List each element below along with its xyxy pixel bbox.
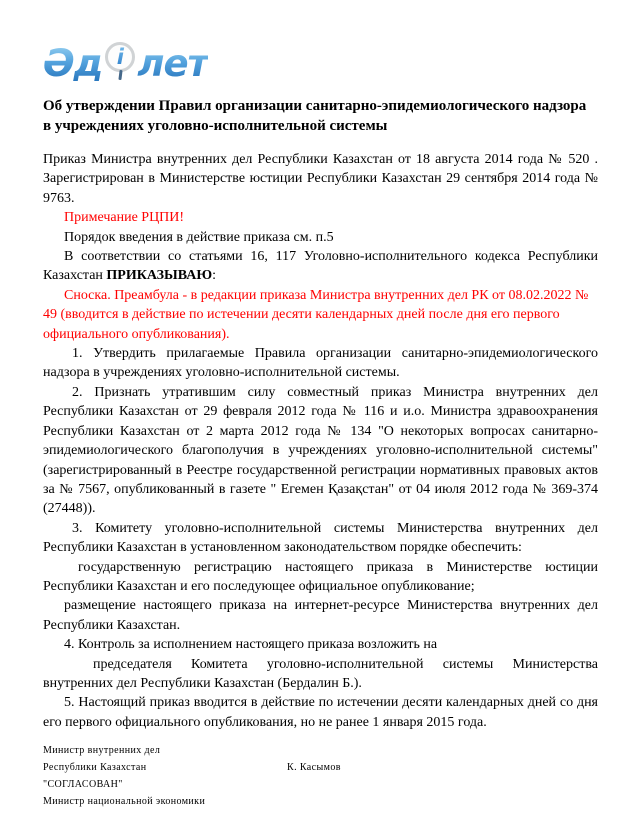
preamble-colon: : (212, 268, 217, 284)
signatory-row (43, 762, 598, 773)
logo-word-end: лет (137, 42, 208, 85)
signatory-post-line-1: Министр внутренних дел (43, 745, 161, 757)
order-item-2: 2. Признать утратившим силу совместный приказ Министра внутренних дел Республики Казахстан от 29 февраля 2012 года № 116 и и.о. Министра здравоохранения Республики Казахстан от 2 марта 2012 года № 134 "О некоторых вопросах санитарно-эпидемиологического благополучия в учреждениях уголовно-исполнительной системы" (зарегистрированный в Реестре государственной регистрации нормативных правовых актов за № 7567, опубликованный в газете " Егемен Қазақстан" от 04 июля 2012 года № 369-374 (27448)). (43, 384, 598, 517)
order-item-3: 3. Комитету уголовно-исполнительной системы Министерства внутренних дел Республики Казахстан в установленном законодательством порядке обеспечить: (43, 520, 598, 556)
order-item-1: 1. Утвердить прилагаемые Правила организации санитарно-эпидемиологического надзора в учреждениях уголовно-исполнительной системы. (43, 346, 598, 381)
order-item-3-sub-1: государственную регистрацию настоящего приказа в Министерстве юстиции Республики Казахстан и его последующее официальное опубликование; (43, 559, 598, 594)
signature-block (43, 745, 598, 807)
preamble-text: В соответствии со статьями 16, 117 Уголовно-исполнительного кодекса Республики Казахстан (43, 249, 598, 284)
logo-word-start: Әд (43, 42, 103, 85)
document-meta: Приказ Министра внутренних дел Республики Казахстан от 18 августа 2014 года № 520 . Зарегистрирован в Министерстве юстиции Республики Казахстан 29 сентября 2014 года № 9763. (43, 152, 598, 206)
signatory-name: К. Касымов (287, 762, 341, 774)
preamble-paragraph (43, 247, 598, 286)
magnifier-handle (119, 70, 123, 80)
agreed-label: "СОГЛАСОВАН" (43, 779, 123, 791)
signatory-post-line-2: Республики Казахстан (43, 762, 147, 774)
amendment-footnote: Сноска. Преамбула - в редакции приказа Министра внутренних дел РК от 08.02.2022 № 49 (вводится в действие по истечении десяти календарных дней после дня его первого официального опубликования). (43, 287, 589, 342)
order-item-3-sub-2: размещение настоящего приказа на интернет-ресурсе Министерства внутренних дел Республики Казахстан. (43, 598, 598, 633)
magnifier-icon (105, 42, 135, 72)
logo-glass-letter: і (105, 43, 135, 71)
adilet-logo[interactable] (43, 34, 208, 86)
order-item-4-continuation: председателя Комитета уголовно-исполнительной системы Министерства внутренних дел Республики Казахстан (Бердалин Б.). (43, 656, 598, 691)
order-item-5: 5. Настоящий приказ вводится в действие по истечении десяти календарных дней со дня его первого официального опубликования, но не ранее 1 января 2015 года. (43, 695, 598, 730)
order-item-4: 4. Контроль за исполнением настоящего приказа возложить на (64, 637, 438, 653)
prikazyvayu-bold: ПРИКАЗЫВАЮ (106, 268, 213, 284)
rcpi-note-label: Примечание РЦПИ! (64, 210, 185, 226)
document-title: Об утверждении Правил организации санитарно-эпидемиологического надзора в учреждениях уголовно-исполнительной системы (43, 98, 587, 134)
rcpi-note-text: Порядок введения в действие приказа см. п.5 (64, 229, 334, 245)
agreeing-post: Министр национальной экономики (43, 796, 206, 808)
